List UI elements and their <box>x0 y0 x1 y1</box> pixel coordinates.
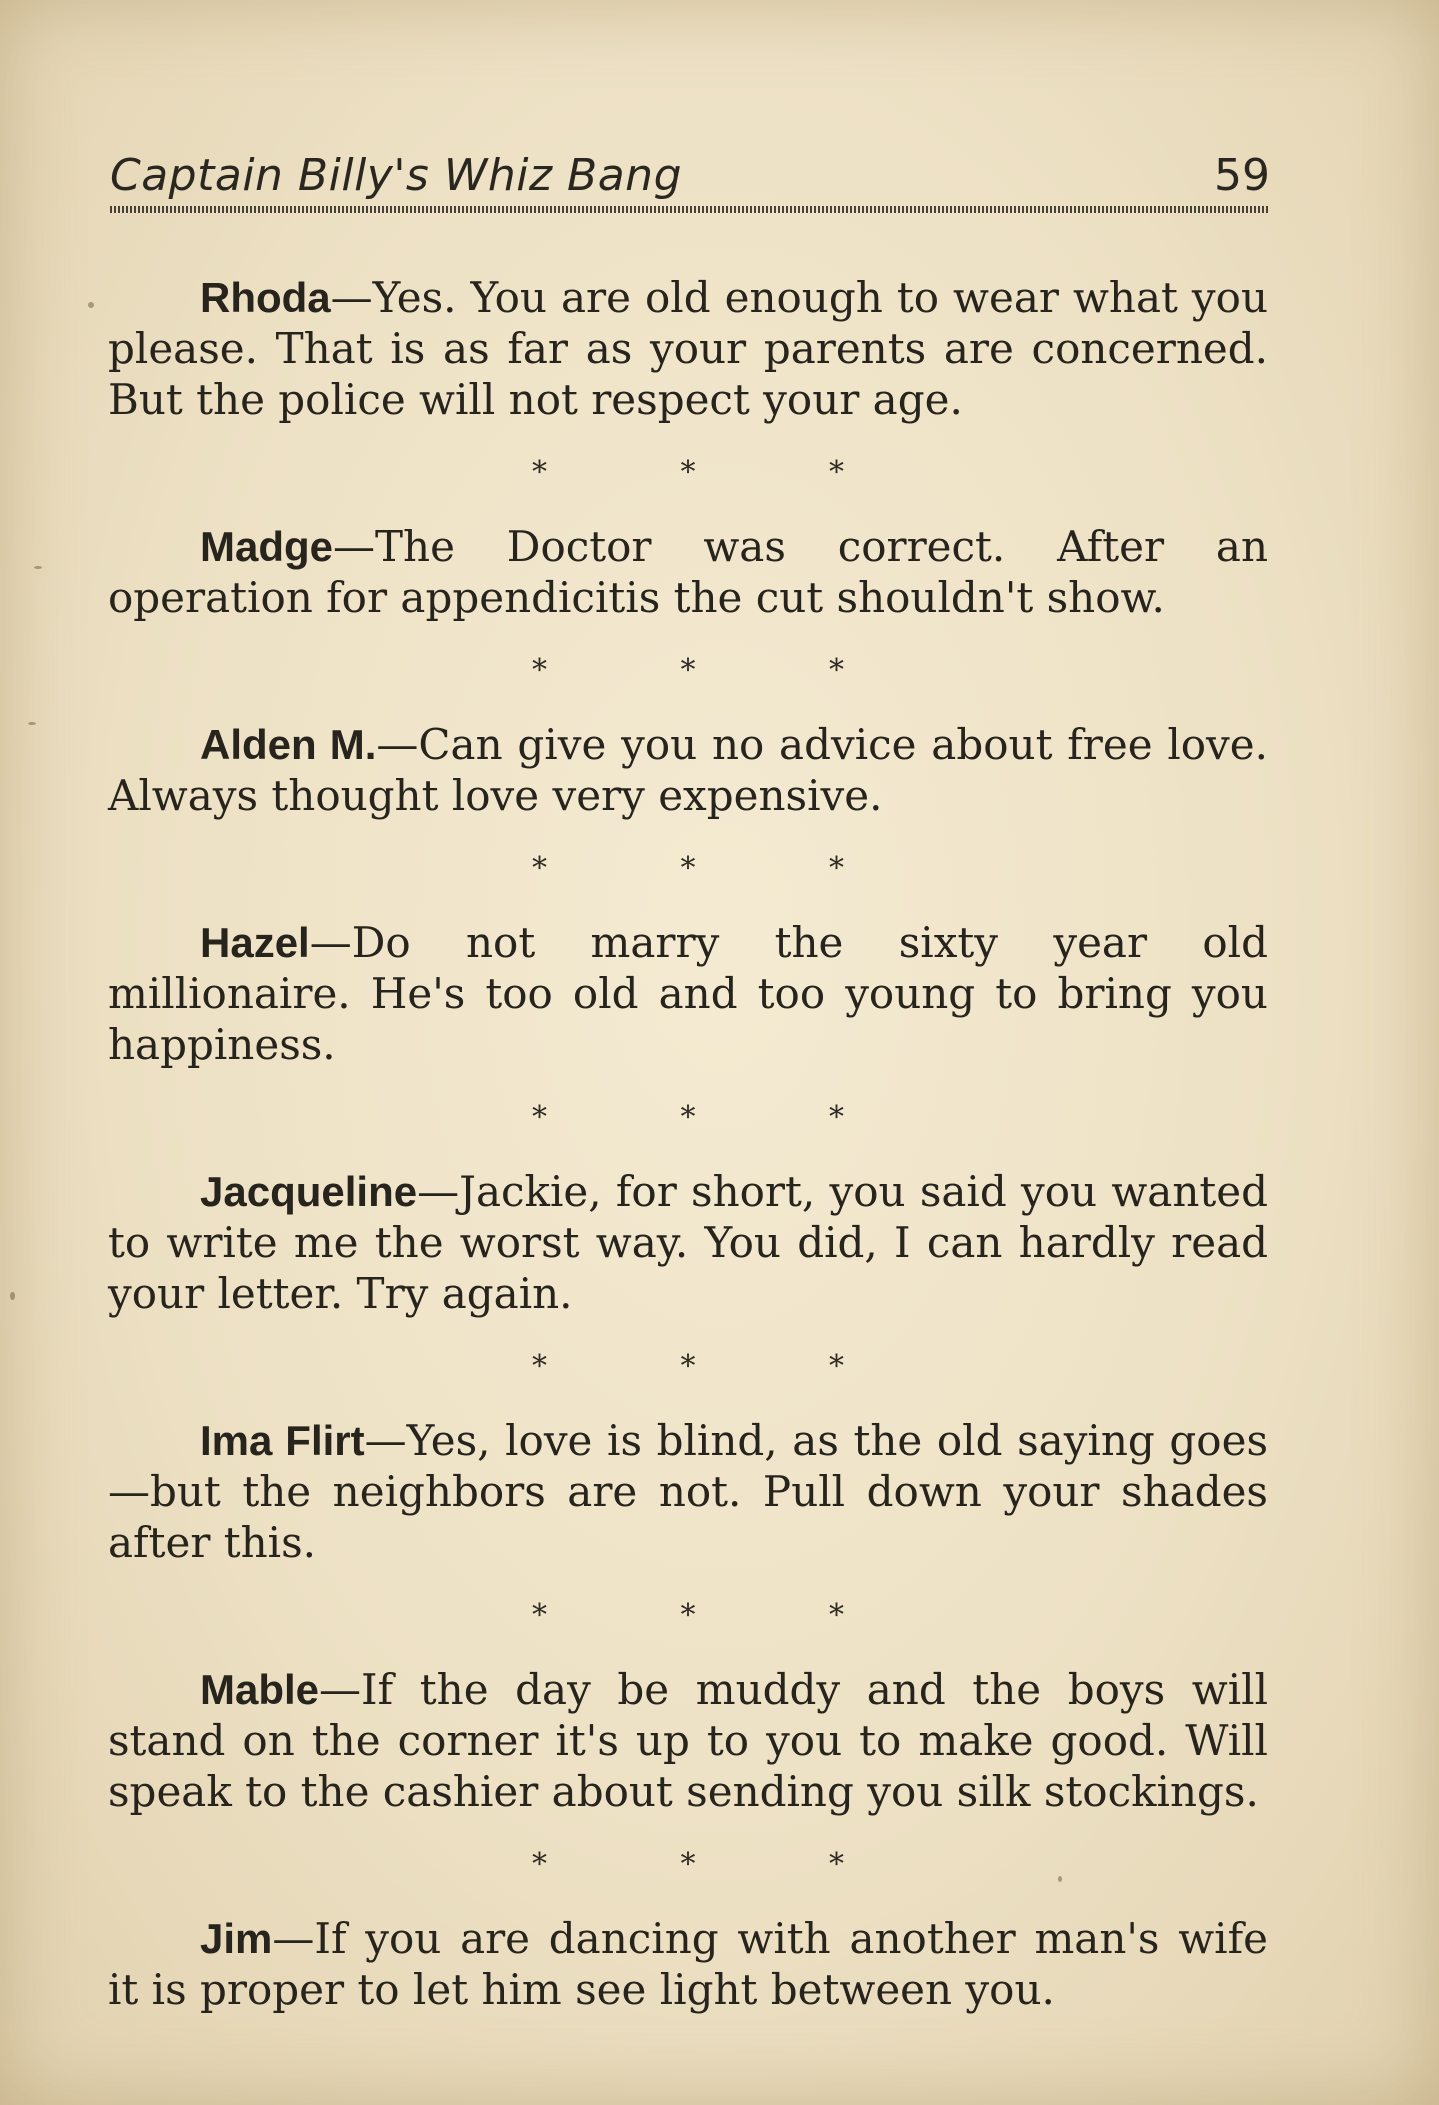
header-rule <box>110 206 1270 213</box>
correspondent-name: Hazel <box>200 919 310 966</box>
asterism-separator: * * * <box>531 851 907 886</box>
answer-text: —If you are dancing with another man's wife it is proper to let him see light between you. <box>108 1914 1268 2014</box>
paper-speck <box>28 722 36 725</box>
answer-entry <box>108 272 1268 425</box>
answer-entry <box>108 1913 1268 2015</box>
correspondent-name: Ima Flirt <box>200 1417 365 1464</box>
paper-speck <box>10 1292 15 1300</box>
answer-entry <box>108 1415 1268 1568</box>
asterism-separator: * * * <box>531 1598 907 1633</box>
asterism-separator: * * * <box>531 1847 907 1882</box>
running-header <box>110 150 1270 210</box>
paper-speck <box>34 566 42 569</box>
asterism-separator: * * * <box>531 455 907 490</box>
answer-text: —If the day be muddy and the boys will stand on the corner it's up to you to make good. Will speak to the cashier about sending you silk stockings. <box>108 1665 1268 1816</box>
running-title: Captain Billy's Whiz Bang <box>110 150 682 201</box>
answer-text: —Can give you no advice about free love. Always thought love very expensive. <box>108 720 1268 820</box>
correspondent-name: Jacqueline <box>200 1168 418 1215</box>
correspondent-name: Rhoda <box>200 274 331 321</box>
paper-speck <box>88 302 94 308</box>
answer-text: —Yes. You are old enough to wear what you please. That is as far as your parents are concerned. But the police will not respect your age. <box>108 273 1268 424</box>
answer-entry <box>108 1664 1268 1817</box>
answer-entry <box>108 521 1268 623</box>
correspondent-name: Madge <box>200 523 334 570</box>
answer-entry <box>108 917 1268 1070</box>
answers-column <box>108 272 1268 2015</box>
page-number: 59 <box>1214 150 1270 201</box>
correspondent-name: Alden M. <box>200 721 377 768</box>
asterism-separator: * * * <box>531 1100 907 1135</box>
correspondent-name: Jim <box>200 1915 273 1962</box>
answer-entry <box>108 1166 1268 1319</box>
answer-text: —The Doctor was correct. After an operation for appendicitis the cut shouldn't show. <box>108 522 1268 622</box>
answer-text: —Yes, love is blind, as the old saying goes—but the neighbors are not. Pull down your shades after this. <box>108 1416 1268 1567</box>
answer-entry <box>108 719 1268 821</box>
asterism-separator: * * * <box>531 1349 907 1384</box>
answer-text: —Jackie, for short, you said you wanted to write me the worst way. You did, I can hardly read your letter. Try again. <box>108 1167 1268 1318</box>
answer-text: —Do not marry the sixty year old millionaire. He's too old and too young to bring you happiness. <box>108 918 1268 1069</box>
correspondent-name: Mable <box>200 1666 320 1713</box>
asterism-separator: * * * <box>531 653 907 688</box>
